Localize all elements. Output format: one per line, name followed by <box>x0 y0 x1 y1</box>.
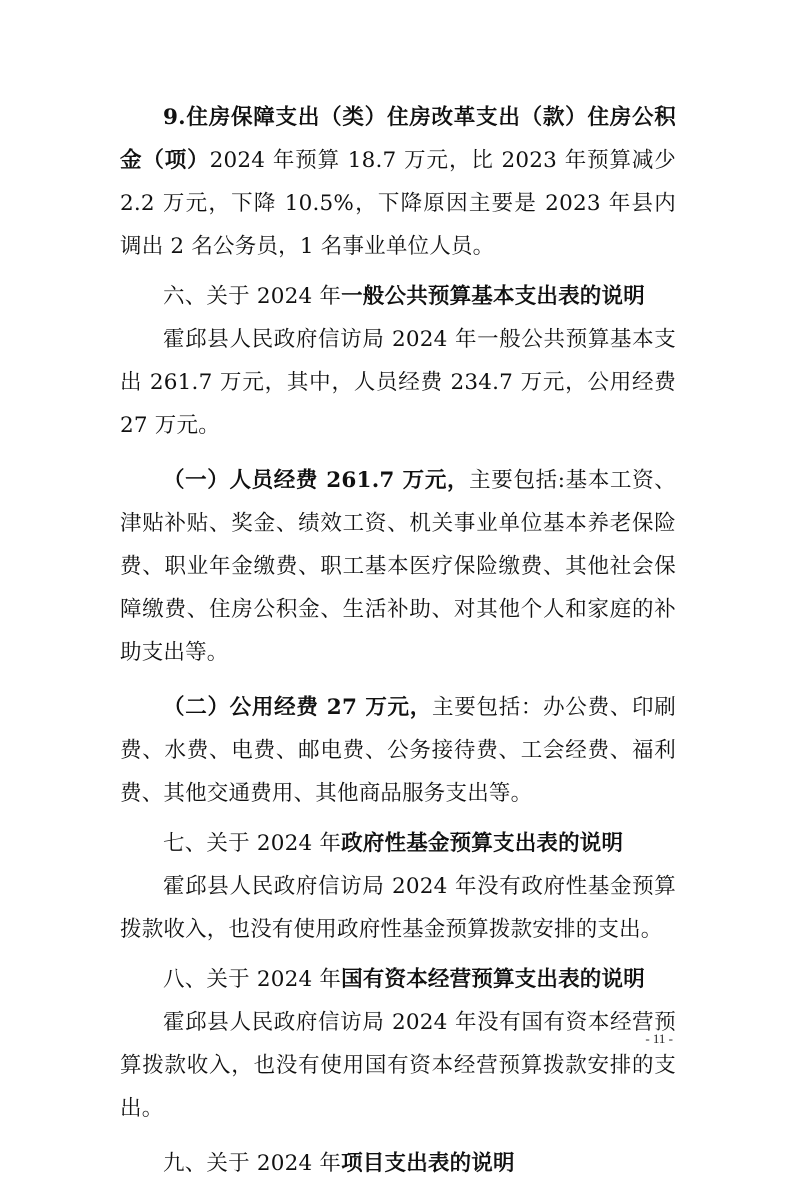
section-heading-seven <box>120 822 676 865</box>
section-heading-nine <box>120 1142 676 1185</box>
paragraph-public-expenses <box>120 686 676 815</box>
paragraph-government-fund <box>120 865 676 951</box>
paragraph-bold-lead: 9.住房保障支出（类）住房改革支出（款）住房公积金（项） <box>120 105 676 173</box>
paragraph-housing-fund <box>120 96 676 268</box>
paragraph-bold-lead: （二）公用经费 27 万元， <box>163 695 433 720</box>
document-body <box>120 96 676 1185</box>
heading-title: 国有资本经营预算支出表的说明 <box>341 967 645 992</box>
heading-prefix: 六、关于 2024 年 <box>163 284 342 309</box>
page-number: - 11 - <box>645 1031 673 1046</box>
paragraph-text: 2024 年预算 18.7 万元，比 2023 年预算减少 2.2 万元，下降 10.5%，下降原因主要是 2023 年县内调出 2 名公务员，1 名事业单位人员。 <box>120 148 676 259</box>
paragraph-state-capital <box>120 1001 676 1130</box>
section-heading-eight <box>120 958 676 1001</box>
paragraph-text: 霍邱县人民政府信访局 2024 年没有政府性基金预算拨款收入，也没有使用政府性基金预算拨款安排的支出。 <box>120 874 676 942</box>
heading-prefix: 九、关于 2024 年 <box>163 1151 342 1176</box>
heading-title: 政府性基金预算支出表的说明 <box>341 831 624 856</box>
paragraph-basic-expenditure <box>120 318 676 447</box>
paragraph-text: 霍邱县人民政府信访局 2024 年一般公共预算基本支出 261.7 万元，其中，人员经费 234.7 万元，公用经费 27 万元。 <box>120 327 676 438</box>
heading-prefix: 八、关于 2024 年 <box>163 967 342 992</box>
paragraph-text: 主要包括:基本工资、津贴补贴、奖金、绩效工资、机关事业单位基本养老保险费、职业年金缴费、职工基本医疗保险缴费、其他社会保障缴费、住房公积金、生活补助、对其他个人和家庭的补助支出等。 <box>120 468 676 665</box>
paragraph-bold-lead: （一）人员经费 261.7 万元， <box>163 468 470 493</box>
paragraph-personnel-expenses <box>120 459 676 674</box>
heading-title: 项目支出表的说明 <box>341 1151 515 1176</box>
heading-title: 一般公共预算基本支出表的说明 <box>341 284 645 309</box>
paragraph-text: 霍邱县人民政府信访局 2024 年没有国有资本经营预算拨款收入，也没有使用国有资本经营预算拨款安排的支出。 <box>120 1010 676 1121</box>
paragraph-text: 主要包括：办公费、印刷费、水费、电费、邮电费、公务接待费、工会经费、福利费、其他交通费用、其他商品服务支出等。 <box>120 695 676 806</box>
heading-prefix: 七、关于 2024 年 <box>163 831 342 856</box>
section-heading-six <box>120 275 676 318</box>
